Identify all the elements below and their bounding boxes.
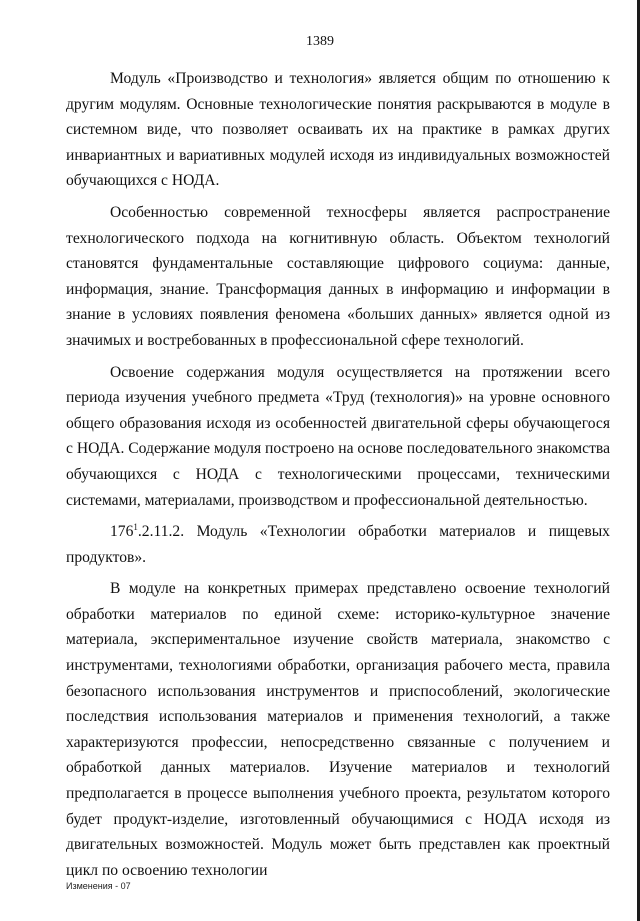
paragraph-technosphere: Особенностью современной техносферы является распространение технологического подхода на когнитивную область. Объектом технологий становятся фундаментальные составляющие цифрового социума: данные, информация, знание. Трансформация данных в информацию и информации в знание в условиях появления феномена «больших данных» является одной из значимых и востребованных в профессиональной сфере технологий.	[66, 203, 610, 349]
document-body	[66, 66, 610, 883]
paragraph-module-content: Освоение содержания модуля осуществляется на протяжении всего периода изучения учебного предмета «Труд (технология)» на уровне основного общего образования исходя из особенностей двигательной сферы обучающегося с НОДА. Содержание модуля построено на основе последовательного знакомства обучающихся с НОДА с технологическими процессами, техническими системами, материалами, производством и профессиональной деятельностью.	[66, 363, 610, 509]
paragraph-materials-processing: В модуле на конкретных примерах представлено освоение технологий обработки материалов по единой схеме: историко-культурное значение материала, экспериментальное изучение свойств материала, знакомство с инструментами, технологиями обработки, организация рабочего места, правила безопасного использования инструментов и приспособлений, экологические последствия использования материалов и применения технологий, а также характеризуются профессии, непосредственно связанные с получением и обработкой данных материалов. Изучение материалов и технологий предполагается в процессе выполнения учебного проекта, результатом которого будет продукт-изделие, изготовленный обучающимися с НОДА исходя из двигательных возможностей. Модуль может быть представлен как проектный цикл по освоению технологии	[66, 580, 610, 879]
section-title: Модуль «Технологии обработки материалов и пищевых продуктов».	[66, 523, 610, 566]
footer-note: Изменения - 07	[66, 881, 131, 891]
section-number-sup: 1	[133, 521, 138, 532]
section-number-main: 176	[110, 523, 134, 541]
paragraph-module-production: Модуль «Производство и технология» является общим по отношению к другим модулям. Основные технологические понятия раскрываются в модуле в системном виде, что позволяет осваивать их на практике в рамках других инвариантных и вариативных модулей исходя из индивидуальных возможностей обучающихся с НОДА.	[66, 70, 610, 190]
page-number: 1389	[306, 34, 334, 49]
section-heading	[66, 519, 610, 570]
section-number-rest: .2.11.2.	[137, 523, 185, 541]
